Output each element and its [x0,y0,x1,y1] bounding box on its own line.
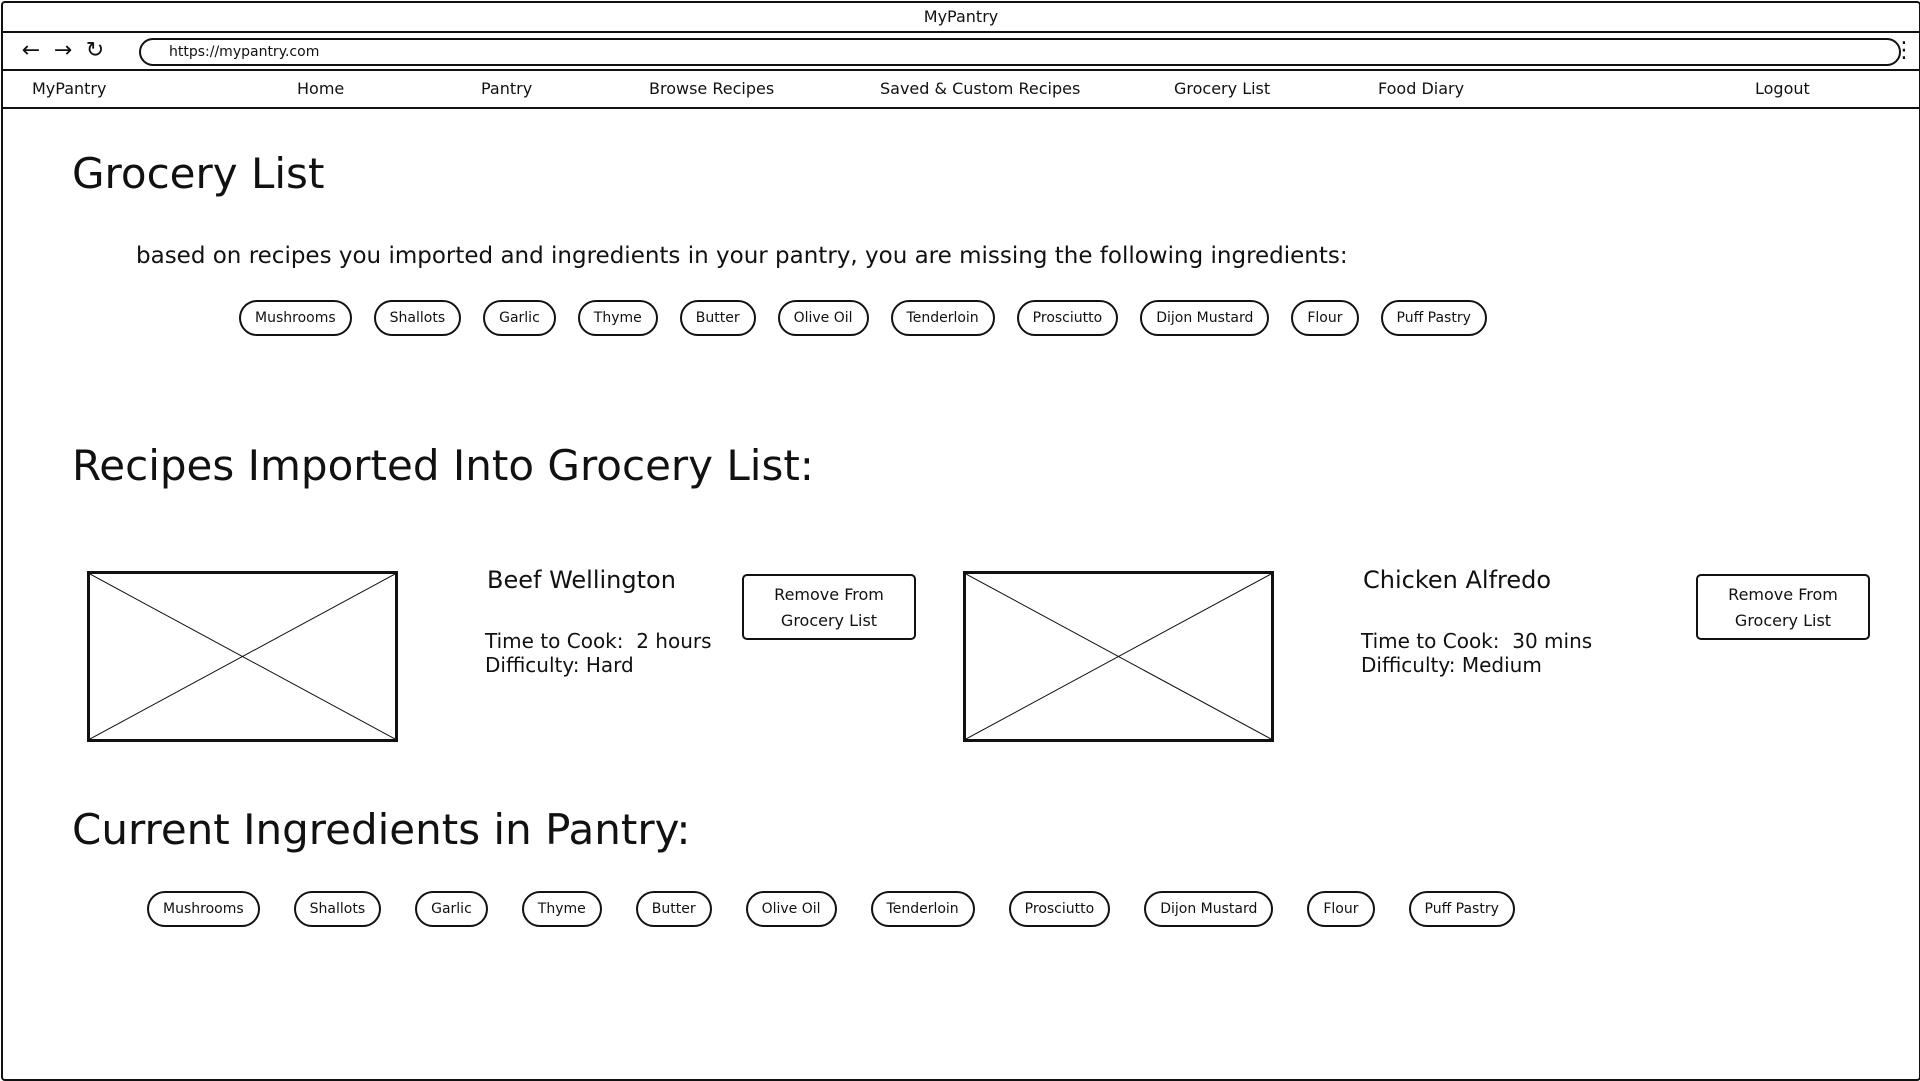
time-label: Time to Cook: [1361,629,1500,653]
missing-ingredients-list [239,300,1487,336]
image-placeholder-icon [90,574,395,739]
window-title: MyPantry [3,3,1919,33]
pantry-ingredients-list [147,891,1515,927]
missing-ingredient-chip[interactable]: Tenderloin [891,300,995,336]
pantry-ingredient-chip[interactable]: Butter [636,891,712,927]
missing-ingredient-chip[interactable]: Thyme [578,300,658,336]
pantry-ingredient-chip[interactable]: Mushrooms [147,891,260,927]
pantry-ingredient-chip[interactable]: Thyme [522,891,602,927]
browser-window [1,1,1920,1081]
page-title: Grocery List [72,149,325,198]
pantry-ingredient-chip[interactable]: Shallots [294,891,381,927]
nav-food-diary[interactable]: Food Diary [1378,79,1465,98]
pantry-ingredient-chip[interactable]: Flour [1307,891,1374,927]
button-label-line1: Remove From [774,585,884,604]
nav-pantry[interactable]: Pantry [481,79,533,98]
pantry-ingredient-chip[interactable]: Prosciutto [1009,891,1111,927]
difficulty-value: Hard [585,653,634,677]
button-label-line2: Grocery List [1734,611,1832,630]
recipe-title[interactable]: Beef Wellington [487,566,676,594]
image-placeholder-icon [966,574,1271,739]
difficulty-label: Difficulty: [1361,653,1456,677]
missing-ingredient-chip[interactable]: Olive Oil [778,300,869,336]
time-label: Time to Cook: [485,629,624,653]
nav-grocery-list[interactable]: Grocery List [1174,79,1271,98]
missing-ingredient-chip[interactable]: Flour [1291,300,1358,336]
button-label-line1: Remove From [1728,585,1838,604]
difficulty-value: Medium [1461,653,1542,677]
missing-ingredients-intro: based on recipes you imported and ingredients in your pantry, you are missing the following ingredients: [136,243,1348,269]
nav-saved-custom-recipes[interactable]: Saved & Custom Recipes [880,79,1081,98]
missing-ingredient-chip[interactable]: Dijon Mustard [1140,300,1269,336]
nav-home[interactable]: Home [297,79,345,98]
remove-from-grocery-list-button[interactable] [742,574,916,640]
time-value: 30 mins [1512,629,1593,653]
time-value: 2 hours [636,629,712,653]
remove-from-grocery-list-button[interactable] [1696,574,1870,640]
recipe-image-placeholder[interactable] [87,571,398,742]
pantry-heading: Current Ingredients in Pantry: [72,805,691,854]
recipe-title[interactable]: Chicken Alfredo [1363,566,1552,594]
pantry-ingredient-chip[interactable]: Olive Oil [746,891,837,927]
recipe-image-placeholder[interactable] [963,571,1274,742]
missing-ingredient-chip[interactable]: Garlic [483,300,556,336]
recipe-difficulty [1361,653,1542,677]
missing-ingredient-chip[interactable]: Mushrooms [239,300,352,336]
pantry-ingredient-chip[interactable]: Puff Pastry [1409,891,1515,927]
app-navbar [3,71,1919,109]
recipe-time [1361,629,1592,653]
difficulty-label: Difficulty: [485,653,580,677]
back-arrow-icon[interactable]: ← [21,38,41,63]
pantry-ingredient-chip[interactable]: Tenderloin [871,891,975,927]
recipe-difficulty [485,653,634,677]
logout-link[interactable]: Logout [1755,79,1810,98]
button-label-line2: Grocery List [780,611,878,630]
recipes-heading: Recipes Imported Into Grocery List: [72,441,814,490]
missing-ingredient-chip[interactable]: Butter [680,300,756,336]
forward-arrow-icon[interactable]: → [53,38,73,63]
reload-icon[interactable]: ↻ [85,38,105,63]
nav-browse-recipes[interactable]: Browse Recipes [649,79,775,98]
pantry-ingredient-chip[interactable]: Garlic [415,891,488,927]
brand-logo[interactable]: MyPantry [32,79,107,98]
missing-ingredient-chip[interactable]: Shallots [374,300,461,336]
missing-ingredient-chip[interactable]: Prosciutto [1017,300,1119,336]
url-bar[interactable]: https://mypantry.com [139,38,1901,66]
browser-menu-icon[interactable]: ⋮ [1893,38,1915,63]
missing-ingredient-chip[interactable]: Puff Pastry [1381,300,1487,336]
pantry-ingredient-chip[interactable]: Dijon Mustard [1144,891,1273,927]
browser-toolbar [3,33,1919,71]
recipe-time [485,629,712,653]
